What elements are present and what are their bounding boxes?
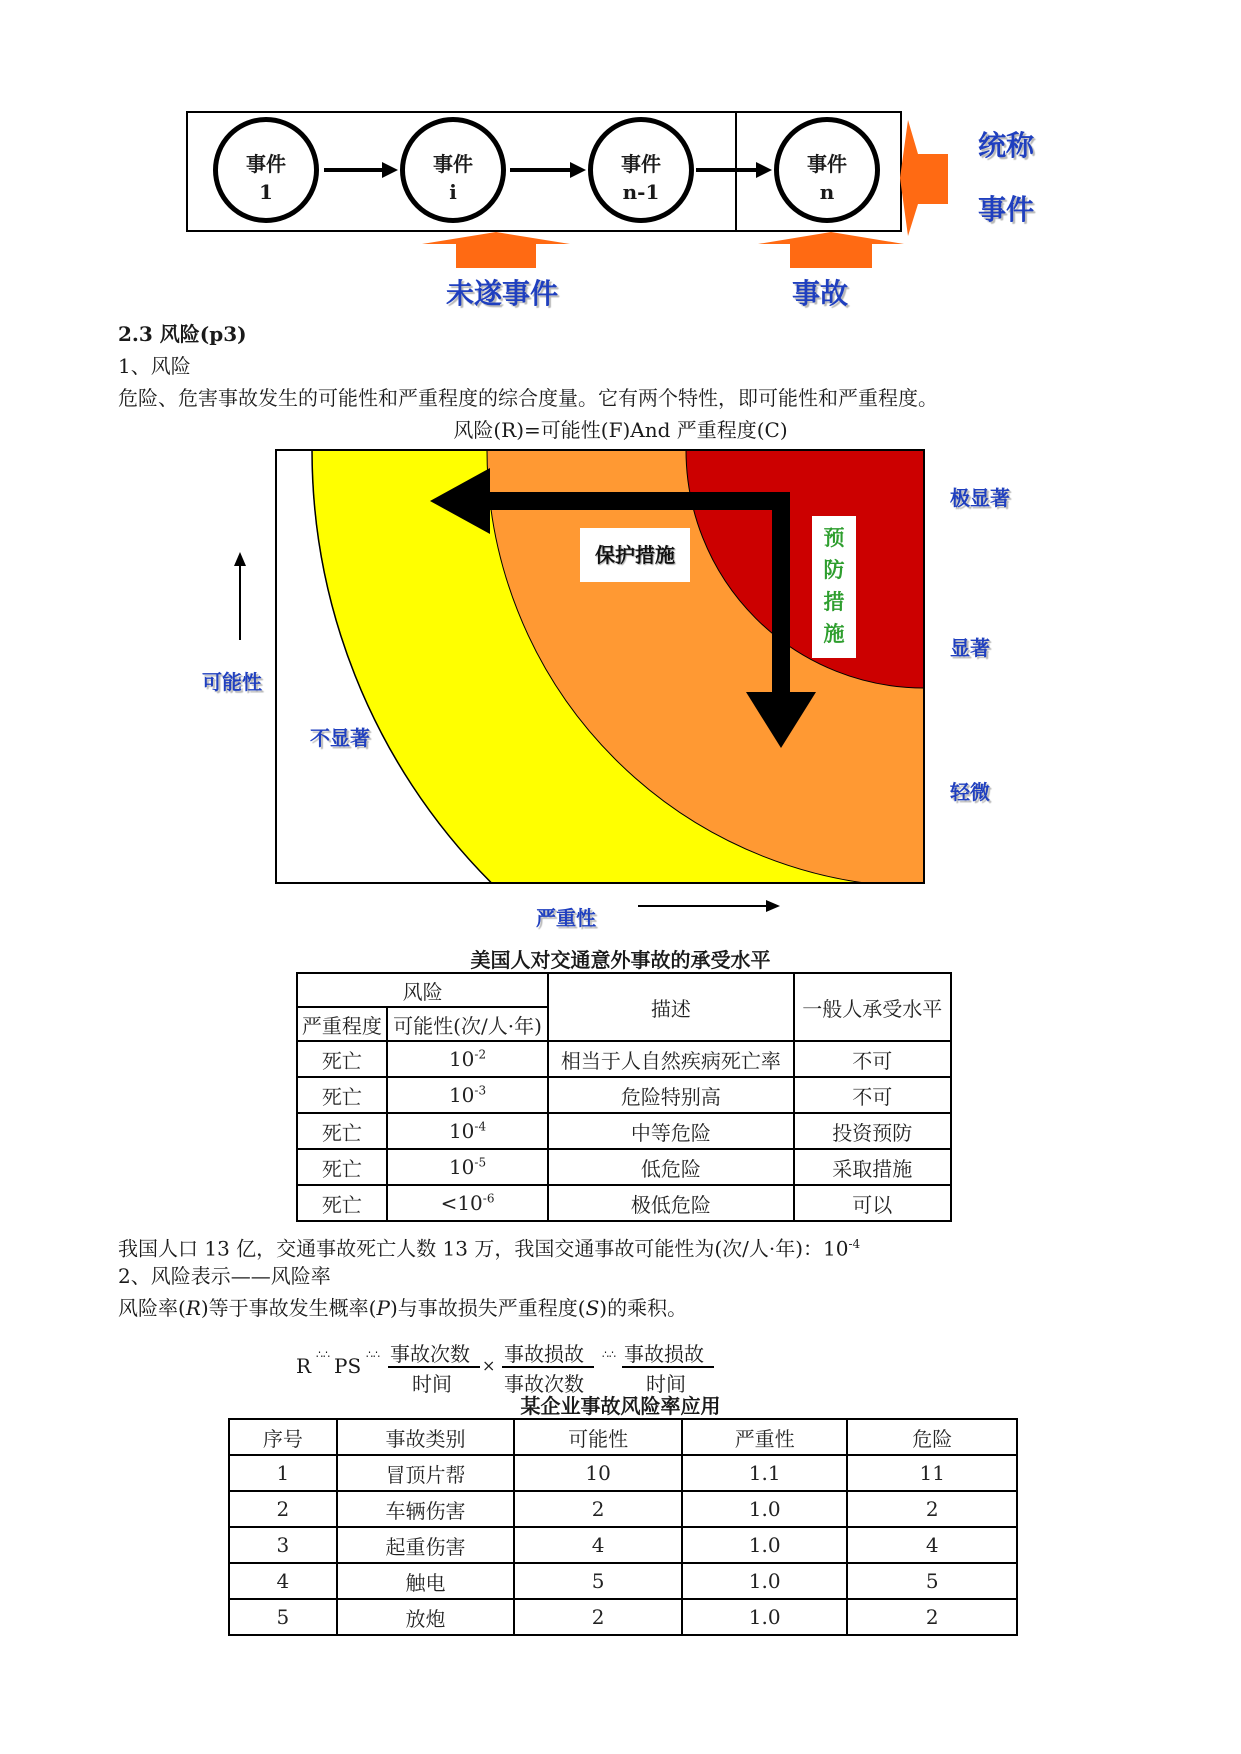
label-collective-1: 统称 [978,129,1035,162]
table1-cell: 采取措施 [794,1149,951,1185]
prevent-char-3: 措 [823,590,845,614]
table1-possibility-cell: $10^{-2}$ [387,1041,549,1077]
us-traffic-acceptance-table [296,972,952,1222]
eq-frac1-num: 事故次数 [390,1342,470,1366]
table2-cell: 3 [229,1527,337,1563]
prevent-char-2: 防 [823,558,845,582]
table2-cell: 冒顶片帮 [337,1455,515,1491]
table2-cell: 11 [847,1455,1017,1491]
protect-measure-label: 保护措施 [595,543,675,567]
table1-cell: 死亡 [297,1149,387,1185]
level-significant-label: 显著 [950,636,990,660]
event-node-n: 事件 n [774,117,880,223]
x-axis-label: 严重性 [536,906,596,930]
table2-cell: 4 [847,1527,1017,1563]
not-significant-label: 不显著 [310,726,370,750]
eq-frac1-den: 时间 [412,1372,452,1396]
table2-cell: 5 [514,1563,682,1599]
risk-rate-definition: 风险率(R)等于事故发生概率(P)与事故损失严重程度(S)的乘积。 [118,1296,688,1320]
subheading-risk-rate: 2、风险表示——风险率 [118,1264,331,1288]
enterprise-risk-rate-table [228,1418,1018,1636]
label-near-miss: 未遂事件 [446,277,559,310]
table2-cell: 触电 [337,1563,515,1599]
table1-cell: 可以 [794,1185,951,1221]
table2-title: 某企业事故风险率应用 [520,1394,721,1418]
table1-possibility-cell: $10^{-4}$ [387,1113,549,1149]
accident-up-arrow [758,232,904,268]
label-accident: 事故 [792,277,849,310]
table1-header-desc: 描述 [548,973,793,1041]
table-row [229,1527,1017,1563]
risk-definition: 危险、危害事故发生的可能性和严重程度的综合度量。它有两个特性，即可能性和严重程度。 [118,386,938,410]
risk-rate-equation [296,1338,736,1396]
table1-title: 美国人对交通意外事故的承受水平 [470,948,771,972]
table1-header-accept: 一般人承受水平 [794,973,951,1041]
table2-cell: 车辆伤害 [337,1491,515,1527]
eq-frac2-den: 事故次数 [504,1372,584,1396]
table1-cell: 危险特别高 [548,1077,793,1113]
table2-cell: 2 [514,1491,682,1527]
prevent-char-1: 预 [823,526,845,550]
table2-cell: 2 [229,1491,337,1527]
eq-frac3-num: 事故损故 [624,1342,704,1366]
table2-cell: 起重伤害 [337,1527,515,1563]
table1-cell: 中等危险 [548,1113,793,1149]
table-row [229,1455,1017,1491]
eq-frac3-den: 时间 [646,1372,686,1396]
table2-header-cell: 序号 [229,1419,337,1455]
prevent-measure-box [812,516,856,658]
table2-cell: 10 [514,1455,682,1491]
table1-cell: 死亡 [297,1077,387,1113]
table1-cell: 死亡 [297,1185,387,1221]
table-row [229,1563,1017,1599]
level-extreme-label: 极显著 [950,486,1010,510]
eq-times: × [482,1356,496,1375]
table1-possibility-cell: $10^{-3}$ [387,1077,549,1113]
event-node-1: 事件 1 [213,117,319,223]
protect-measure-box [580,528,690,582]
table-row [297,1041,951,1077]
table-row [297,1113,951,1149]
table1-cell: 相当于人自然疾病死亡率 [548,1041,793,1077]
table2-cell: 1 [229,1455,337,1491]
subheading-risk: 1、风险 [118,354,191,378]
table2-header-row [229,1419,1017,1455]
table-row [229,1491,1017,1527]
label-collective-2: 事件 [978,193,1035,226]
table-row [229,1599,1017,1635]
table1-cell: 不可 [794,1077,951,1113]
section-heading: 2.3 风险(p3) [118,322,247,346]
table2-cell: 1.0 [682,1599,848,1635]
table2-cell: 2 [847,1599,1017,1635]
event-node-i: 事件 i [400,117,506,223]
prevent-char-4: 施 [823,622,845,646]
table2-cell: 5 [229,1599,337,1635]
y-axis-label: 可能性 [202,670,262,694]
table1-header-risk: 风险 [297,973,548,1007]
event-chain-diagram [0,0,1241,320]
table2-cell: 1.0 [682,1527,848,1563]
table2-cell: 2 [514,1599,682,1635]
table2-cell: 1.0 [682,1491,848,1527]
level-minor-label: 轻微 [950,780,990,804]
table2-cell: 2 [847,1491,1017,1527]
table2-cell: 放炮 [337,1599,515,1635]
table-row [297,1077,951,1113]
table2-cell: 5 [847,1563,1017,1599]
risk-formula: 风险(R)=可能性(F)And 严重程度(C) [453,418,788,442]
table1-possibility-cell: $10^{-5}$ [387,1149,549,1185]
table2-cell: 1.1 [682,1455,848,1491]
eq-dots-1: ∴∴ [316,1348,330,1361]
table1-cell: 死亡 [297,1041,387,1077]
table1-possibility-cell: $<10^{-6}$ [387,1185,549,1221]
table1-cell: 低危险 [548,1149,793,1185]
collective-left-arrow [900,120,948,236]
eq-ps: PS [334,1354,362,1378]
table-row [297,1185,951,1221]
eq-lhs: R [296,1354,312,1378]
table1-cell: 死亡 [297,1113,387,1149]
table1-header-possibility: 可能性(次/人·年) [387,1007,549,1041]
table-row [297,1149,951,1185]
table1-cell: 不可 [794,1041,951,1077]
table1-cell: 极低危险 [548,1185,793,1221]
table2-cell: 4 [229,1563,337,1599]
table1-cell: 投资预防 [794,1113,951,1149]
event-node-n-1: 事件 n-1 [588,117,694,223]
eq-dots-2: ∴∴ [366,1348,380,1361]
china-traffic-sentence: 我国人口 13 亿，交通事故死亡人数 13 万，我国交通事故可能性为(次/人·年)：$10^{-4}$ [118,1236,861,1261]
eq-dots-3: ∴∴ [602,1348,616,1361]
table2-header-cell: 严重性 [682,1419,848,1455]
table2-header-cell: 可能性 [514,1419,682,1455]
risk-figure [0,440,1241,940]
table2-cell: 1.0 [682,1563,848,1599]
table2-header-cell: 事故类别 [337,1419,515,1455]
near-miss-up-arrow [422,232,570,268]
table2-cell: 4 [514,1527,682,1563]
eq-frac2-num: 事故损故 [504,1342,584,1366]
table1-header-severity: 严重程度 [297,1007,387,1041]
table2-header-cell: 危险 [847,1419,1017,1455]
